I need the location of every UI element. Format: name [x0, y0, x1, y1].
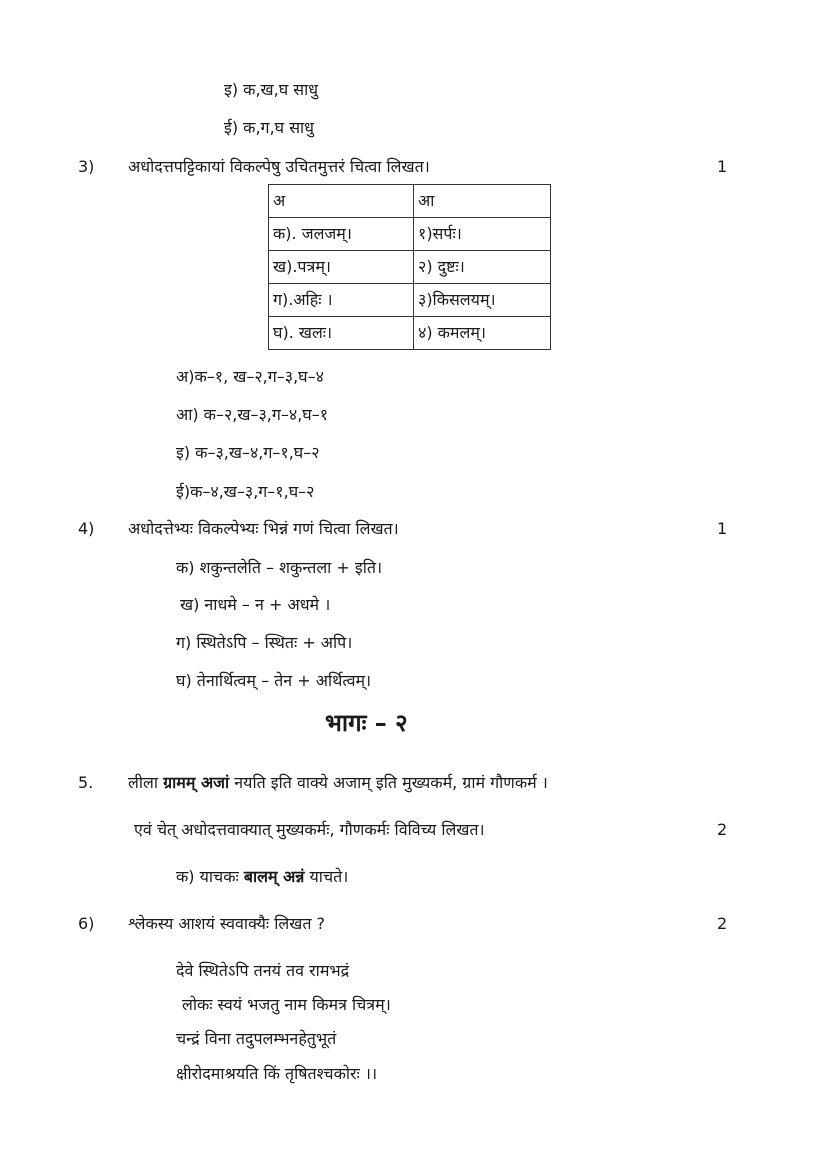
q5-text-pre: लीला — [128, 773, 164, 792]
table-row — [269, 317, 551, 350]
table-cell: घ). खलः। — [269, 317, 414, 350]
table-cell: ख).पत्रम्। — [269, 251, 414, 284]
table-header-row — [269, 185, 551, 218]
verse-line: लोकः स्वयं भजतु नाम किमत्र चित्रम्। — [182, 995, 391, 1014]
q3-marks: 1 — [717, 157, 728, 176]
q3-match-table — [268, 184, 551, 350]
q6-text: श्लेकस्य आशयं स्ववाक्यैः लिखत ? — [128, 914, 326, 933]
q5-sub-question — [176, 866, 348, 888]
q5-text-bold: ग्रामम् अजां — [163, 773, 230, 792]
q5-sub-post: याचते। — [304, 867, 349, 886]
q4-text: अधोदत्तेभ्यः विकल्पेभ्यः भिन्नं गणं चित्वा लिखत। — [128, 519, 399, 538]
q4-option-ga: ग) स्थितेऽपि – स्थितः + अपि। — [176, 633, 353, 652]
q4-option-gha: घ) तेनार्थित्वम् – तेन + अर्थित्वम्। — [176, 671, 372, 690]
verse-line: देवे स्थितेऽपि तनयं तव रामभद्रं — [176, 961, 350, 980]
q4-option-kha: ख) नाधमे – न + अधमे । — [180, 595, 331, 614]
q3-option-ii: ई)क–४,ख–३,ग–१,घ–२ — [176, 482, 315, 501]
section-heading: भागः – २ — [325, 709, 408, 737]
verse-line: चन्द्रं विना तदुपलम्भनहेतुभूतं — [176, 1029, 337, 1048]
table-cell: २) दुष्टः। — [414, 251, 551, 284]
table-row — [269, 251, 551, 284]
q5-instruction: एवं चेत् अधोदत्तवाक्यात् मुख्यकर्मः, गौणकर्मः विविच्य लिखत। — [134, 820, 485, 839]
q4-marks: 1 — [717, 519, 728, 538]
q3-option-i: इ) क–३,ख–४,ग–१,घ–२ — [176, 443, 320, 462]
q5-marks: 2 — [717, 820, 728, 839]
q4-option-ka: क) शकुन्तलेति – शकुन्तला + इति। — [176, 558, 383, 577]
table-cell: क). जलजम्। — [269, 218, 414, 251]
q5-text — [128, 772, 548, 794]
q2-option-i: इ) क,ख,घ साधु — [224, 80, 319, 99]
table-cell: ३)किसलयम्। — [414, 284, 551, 317]
q3-option-a: अ)क–१, ख–२,ग–३,घ–४ — [176, 367, 324, 386]
q5-text-post: नयति इति वाक्ये अजाम् इति मुख्यकर्म, ग्रामं गौणकर्म । — [229, 773, 548, 792]
table-cell: १)सर्पः। — [414, 218, 551, 251]
verse-line: क्षीरोदमाश्रयति किं तृषितश्चकोरः ।। — [176, 1064, 378, 1083]
q3-text: अधोदत्तपट्टिकायां विकल्पेषु उचितमुत्तरं चित्वा लिखत। — [128, 157, 430, 176]
q5-number: 5. — [78, 773, 94, 792]
q4-number: 4) — [78, 519, 95, 538]
table-header-cell: अ — [269, 185, 414, 218]
q5-sub-bold: बालम् अन्नं — [243, 867, 305, 886]
q2-option-ii: ई) क,ग,घ साधु — [224, 118, 314, 137]
table-header-cell: आ — [414, 185, 551, 218]
table-cell: ग).अहिः । — [269, 284, 414, 317]
q5-sub-pre: क) याचकः — [176, 867, 244, 886]
table-row — [269, 284, 551, 317]
table-row — [269, 218, 551, 251]
q6-marks: 2 — [717, 914, 728, 933]
q6-number: 6) — [78, 914, 95, 933]
q3-number: 3) — [78, 157, 95, 176]
q3-option-aa: आ) क–२,ख–३,ग–४,घ–१ — [176, 405, 329, 424]
table-cell: ४) कमलम्। — [414, 317, 551, 350]
